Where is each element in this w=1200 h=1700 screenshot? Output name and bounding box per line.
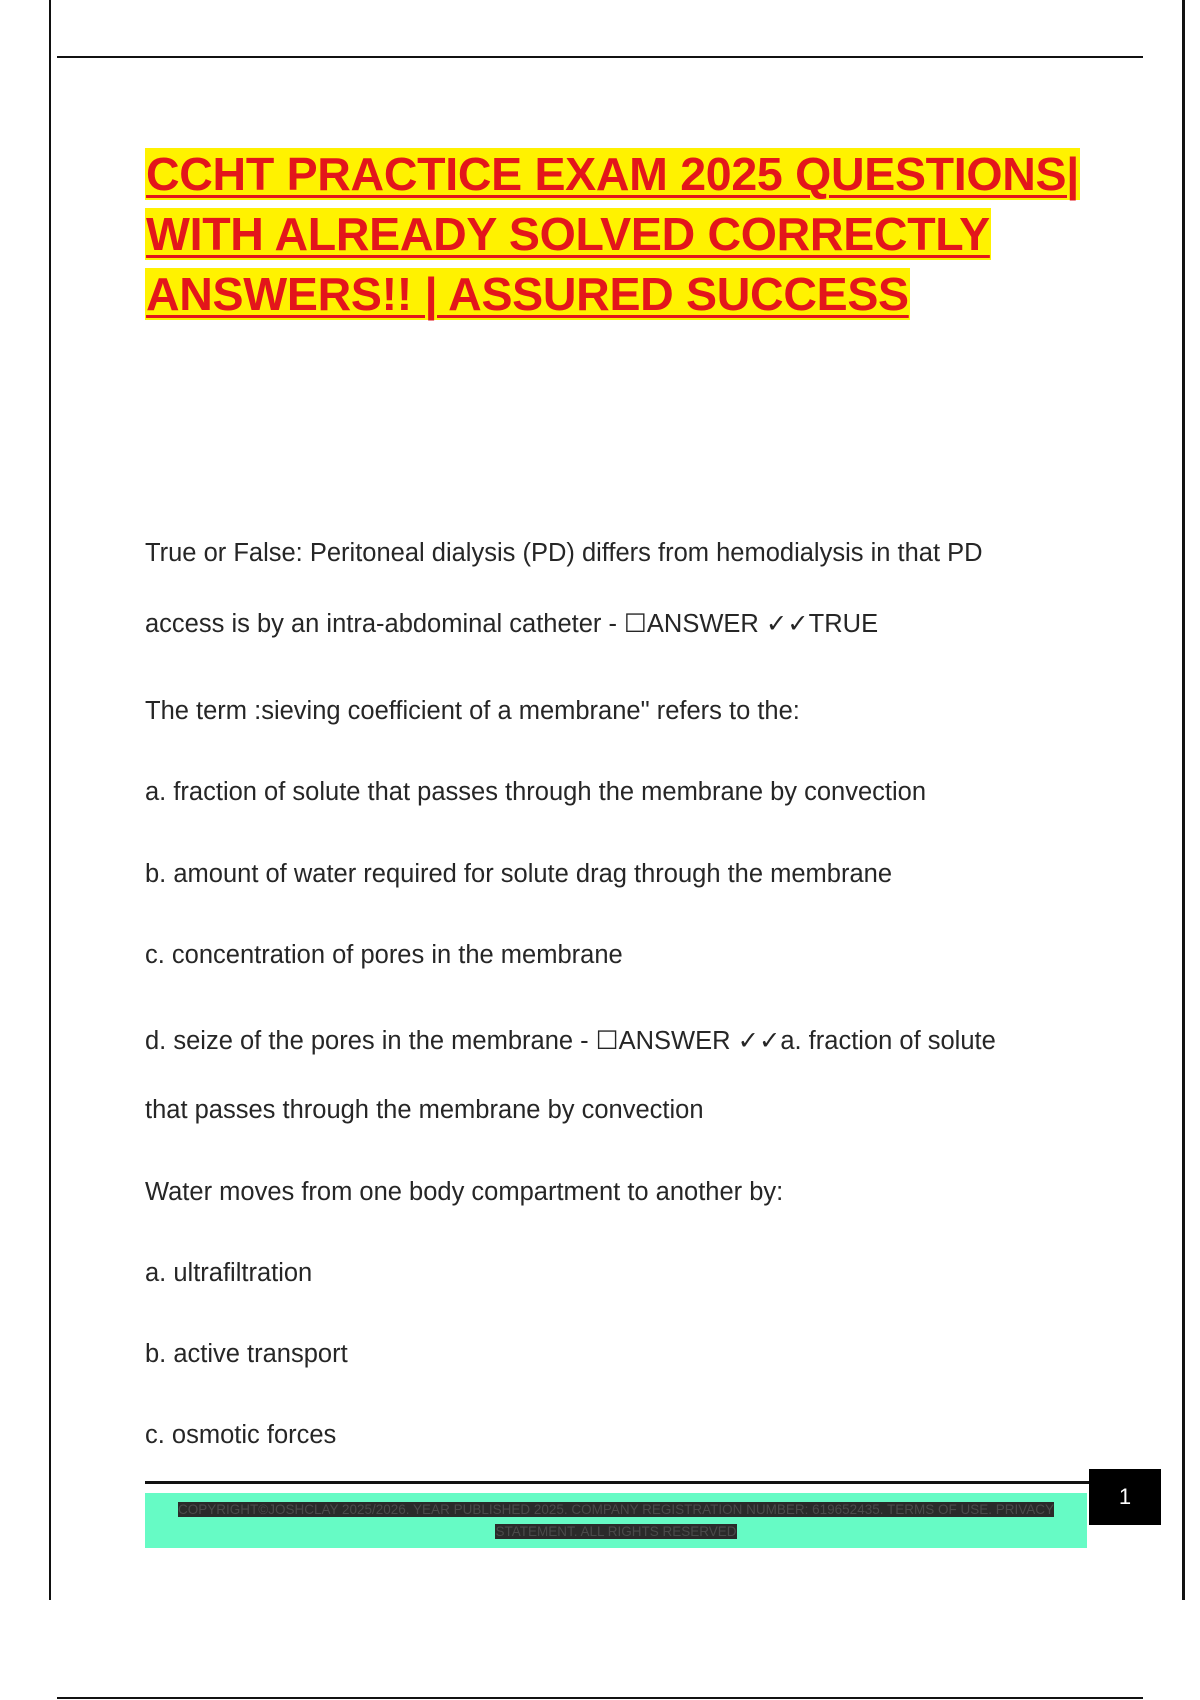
question-3-option-c: c. osmotic forces <box>145 1421 337 1449</box>
question-2-option-c: c. concentration of pores in the membrane <box>145 941 623 969</box>
footer-rule <box>145 1481 1090 1484</box>
question-2-stem: The term :sieving coefficient of a membrane" refers to the: <box>145 697 800 725</box>
question-2-option-a: a. fraction of solute that passes through the membrane by convection <box>145 778 927 806</box>
question-1-line-2: access is by an intra-abdominal catheter - ☐ANSWER ✓✓TRUE <box>145 610 879 638</box>
page-right-border <box>1182 0 1185 1600</box>
copyright-notice: COPYRIGHT©JOSHCLAY 2025/2026. YEAR PUBLISHED 2025. COMPANY REGISTRATION NUMBER: 619652435. TERMS OF USE. PRIVACY STATEMENT. ALL RIGHTS RESERVED <box>178 1502 1054 1539</box>
bottom-rule <box>57 1697 1143 1699</box>
page-number: 1 <box>1089 1469 1161 1525</box>
question-1-line-1: True or False: Peritoneal dialysis (PD) differs from hemodialysis in that PD <box>145 539 983 567</box>
document-title-text: CCHT PRACTICE EXAM 2025 QUESTIONS| WITH ALREADY SOLVED CORRECTLY ANSWERS!! | ASSURED SUCCESS <box>146 148 1079 320</box>
footer-banner <box>145 1493 1087 1548</box>
question-2-option-b: b. amount of water required for solute drag through the membrane <box>145 860 893 888</box>
top-rule <box>57 56 1143 58</box>
question-2-answer-continued: that passes through the membrane by convection <box>145 1096 704 1124</box>
page-left-border <box>49 0 51 1600</box>
document-title <box>145 144 1085 324</box>
question-3-option-a: a. ultrafiltration <box>145 1259 313 1287</box>
question-3-option-b: b. active transport <box>145 1340 348 1368</box>
question-3-stem: Water moves from one body compartment to another by: <box>145 1178 784 1206</box>
question-2-option-d: d. seize of the pores in the membrane - ☐ANSWER ✓✓a. fraction of solute <box>145 1027 996 1055</box>
